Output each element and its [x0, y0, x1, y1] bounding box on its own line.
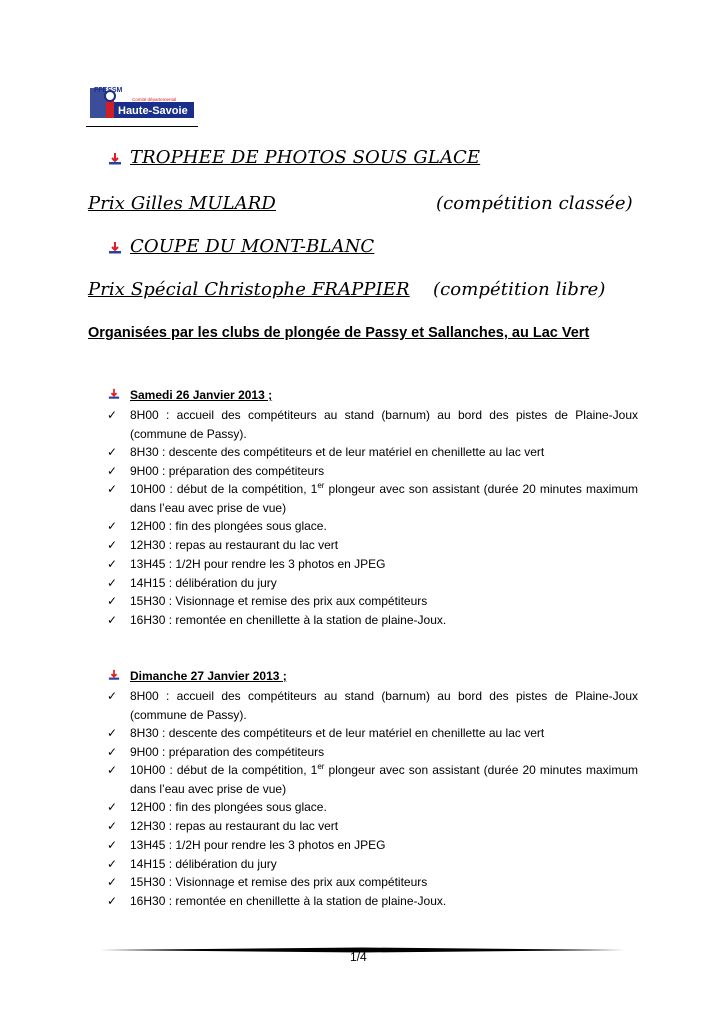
schedule-item: [107, 406, 638, 443]
schedule-item-text: 12H30 : repas au restaurant du lac vert: [130, 538, 339, 553]
check-icon: ✓: [107, 837, 118, 852]
item-text-start: 10H00 : début de la compétition, 1: [130, 482, 318, 497]
schedule-item-text: 8H00 : accueil des compétiteurs au stand (barnum) au bord des pistes de Plaine-Joux (commune de Passy).: [130, 408, 638, 441]
schedule-item-text: 9H00 : préparation des compétiteurs: [130, 463, 325, 478]
title2: COUPE DU MONT-BLANC: [130, 236, 375, 257]
check-icon: ✓: [107, 538, 118, 553]
schedule-item-text: 14H15 : délibération du jury: [130, 856, 277, 871]
prize2-name: Prix Spécial Christophe FRAPPIER: [88, 279, 410, 300]
schedule-item: [107, 892, 638, 911]
item-text-start: 10H00 : début de la compétition, 1: [130, 763, 318, 778]
schedule-item-text: 14H15 : délibération du jury: [130, 575, 277, 590]
schedule-item: [107, 443, 638, 462]
schedule-item: [107, 855, 638, 874]
schedule-item: [107, 480, 638, 517]
check-icon: ✓: [107, 463, 118, 478]
item-text-end: plongeur avec son assistant (durée 20 minutes maximum dans l’eau avec prise de vue): [130, 482, 639, 515]
check-icon: ✓: [107, 408, 118, 422]
logo-rule: [86, 126, 198, 127]
check-icon: ✓: [107, 875, 118, 890]
schedule-item-text: [130, 480, 638, 517]
schedule-item-text: 15H30 : Visionnage et remise des prix aux compétiteurs: [130, 875, 428, 890]
item-text-end: plongeur avec son assistant (durée 20 minutes maximum dans l’eau avec prise de vue): [130, 763, 639, 796]
schedule-item-text: 16H30 : remontée en chenillette à la station de plaine-Joux.: [130, 612, 447, 627]
prize1-type: (compétition classée): [436, 193, 633, 214]
check-icon: ✓: [107, 519, 118, 534]
schedule-item: [107, 517, 638, 536]
logo-org: FFESSM: [94, 87, 123, 94]
schedule-item: [107, 724, 638, 743]
schedule-item-text: 8H30 : descente des compétiteurs et de leur matériel en chenillette au lac vert: [130, 726, 545, 740]
schedule-item-text: 8H30 : descente des compétiteurs et de leur matériel en chenillette au lac vert: [130, 445, 545, 459]
schedule-item-text: 8H00 : accueil des compétiteurs au stand (barnum) au bord des pistes de Plaine-Joux (commune de Passy).: [130, 689, 638, 722]
schedule-item: [107, 536, 638, 555]
logo-region: Haute-Savoie: [118, 105, 188, 117]
title2-bullet-icon: [108, 239, 122, 257]
schedule-item-text: 12H30 : repas au restaurant du lac vert: [130, 819, 339, 834]
check-icon: ✓: [107, 575, 118, 590]
schedule-item: [107, 462, 638, 481]
schedule-item: [107, 798, 638, 817]
schedule-item: [107, 687, 638, 724]
schedule-item-text: 13H45 : 1/2H pour rendre les 3 photos en JPEG: [130, 837, 386, 852]
schedule-item: [107, 555, 638, 574]
prize2-type: (compétition libre): [433, 279, 606, 300]
schedule-item-text: 15H30 : Visionnage et remise des prix aux compétiteurs: [130, 594, 428, 609]
title1: TROPHEE DE PHOTOS SOUS GLACE: [130, 147, 481, 168]
schedule-item: [107, 592, 638, 611]
schedule-item-text: [130, 761, 638, 798]
ordinal-sup: er: [317, 481, 325, 491]
check-icon: ✓: [107, 445, 118, 459]
title1-bullet-icon: [108, 150, 122, 168]
check-icon: ✓: [107, 800, 118, 815]
schedule-item: [107, 611, 638, 630]
check-icon: ✓: [107, 893, 118, 908]
check-icon: ✓: [107, 482, 118, 497]
schedule-item: [107, 761, 638, 798]
schedule-item: [107, 574, 638, 593]
prize1-name: Prix Gilles MULARD: [88, 193, 276, 214]
check-icon: ✓: [107, 612, 118, 627]
schedule-item-text: 12H00 : fin des plongées sous glace.: [130, 519, 327, 534]
day2-bullet-icon: [108, 668, 120, 686]
schedule-item-text: 9H00 : préparation des compétiteurs: [130, 744, 325, 759]
schedule-item-text: 12H00 : fin des plongées sous glace.: [130, 800, 327, 815]
check-icon: ✓: [107, 763, 118, 778]
schedule-item: [107, 817, 638, 836]
ffessm-logo: [88, 84, 198, 128]
logo-sub: Comité départemental: [132, 97, 177, 102]
subtitle: Organisées par les clubs de plongée de Passy et Sallanches, au Lac Vert: [88, 325, 590, 341]
day1-bullet-icon: [108, 387, 120, 405]
schedule-item-text: 13H45 : 1/2H pour rendre les 3 photos en JPEG: [130, 556, 386, 571]
check-icon: ✓: [107, 819, 118, 834]
check-icon: ✓: [107, 594, 118, 609]
ordinal-sup: er: [317, 762, 325, 772]
check-icon: ✓: [107, 744, 118, 759]
schedule-item: [107, 873, 638, 892]
day2-heading: Dimanche 27 Janvier 2013 ;: [130, 669, 287, 683]
page-number: 1/4: [350, 950, 367, 964]
schedule-item-text: 16H30 : remontée en chenillette à la station de plaine-Joux.: [130, 893, 447, 908]
check-icon: ✓: [107, 689, 118, 703]
schedule-item: [107, 743, 638, 762]
day1-heading: Samedi 26 Janvier 2013 ;: [130, 388, 273, 402]
check-icon: ✓: [107, 556, 118, 571]
schedule-item: [107, 836, 638, 855]
check-icon: ✓: [107, 726, 118, 740]
footer-rule: [100, 940, 624, 946]
check-icon: ✓: [107, 856, 118, 871]
